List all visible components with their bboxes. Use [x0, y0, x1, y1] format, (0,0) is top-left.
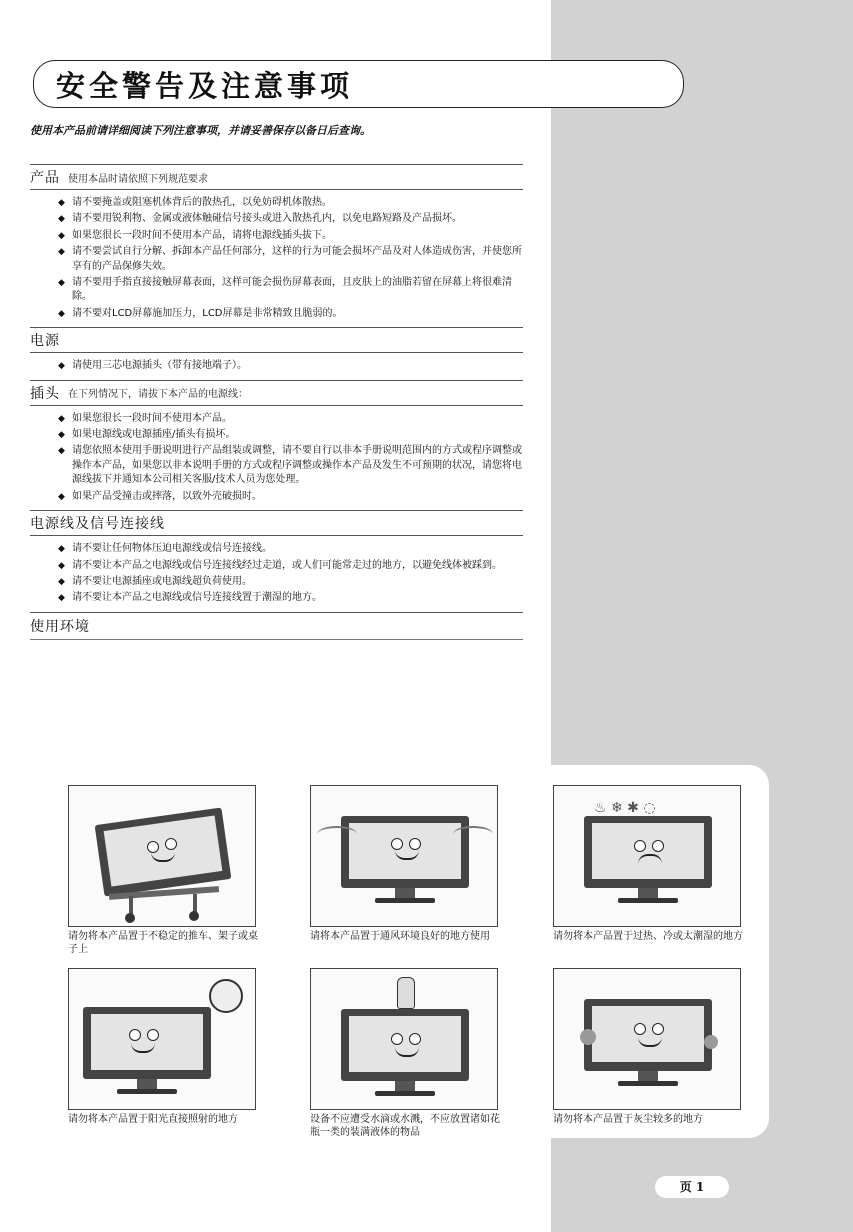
divider [30, 639, 523, 640]
picture-caption: 请勿将本产品置于不稳定的推车、架子或桌子上 [68, 931, 258, 955]
list-item: ◆ 如果电源线或电源插座/插头有损坏。 [58, 428, 523, 442]
picture-caption: 请勿将本产品置于过热、冷或太潮湿的地方 [553, 931, 743, 942]
picture-card [310, 785, 500, 943]
page-subtitle: 使用本产品前请详细阅读下列注意事项，并请妥善保存以备日后查询。 [30, 124, 371, 137]
picture-card [553, 968, 743, 1126]
section-header-environment [30, 612, 523, 639]
section-note: 使用本品时请依照下列规范要求 [68, 173, 208, 185]
section-title: 产品 [30, 170, 60, 186]
hot-cold-humid-tv-illustration-icon: ♨ ❄ ✱ ◌ [553, 785, 741, 927]
list-item: ◆ 请您依照本使用手册说明进行产品组装或调整，请不要自行以非本手册说明范围内的方式或程序调整或操作本产品，如果您以非本说明手册的方式或程序调整或操作本产品及发生不可预期的状况，请您将电源线拔下并通知本公司相关客服/技术人员为您处理。 [58, 444, 523, 487]
picture-card [68, 968, 258, 1126]
power-list [30, 359, 523, 373]
picture-caption: 请勿将本产品置于阳光直接照射的地方 [68, 1114, 238, 1125]
list-item: ◆ 请不要让任何物体压迫电源线或信号连接线。 [58, 542, 523, 556]
list-item: ◆ 请不要让本产品之电源线或信号连接线经过走道，或人们可能常走过的地方，以避免线体被踩到。 [58, 559, 523, 573]
picture-card [68, 785, 258, 956]
list-item: ◆ 请不要掩盖或阻塞机体背后的散热孔，以免妨碍机体散热。 [58, 196, 523, 210]
section-title: 电源线及信号连接线 [30, 516, 165, 533]
picture-caption: 请将本产品置于通风环境良好的地方使用 [310, 931, 490, 942]
plug-list [30, 412, 523, 504]
sunlight-tv-illustration-icon [68, 968, 256, 1110]
cables-list [30, 542, 523, 606]
instructions-content [30, 160, 523, 640]
section-title: 插头 [30, 385, 60, 402]
list-item: ◆ 请不要让电源插座或电源线超负荷使用。 [58, 575, 523, 589]
list-item: ◆ 如果产品受撞击或摔落，以致外壳破损时。 [58, 490, 523, 504]
section-note: 在下列情况下，请拔下本产品的电源线： [68, 389, 248, 401]
product-list [30, 196, 523, 321]
picture-card [310, 968, 500, 1139]
ventilated-tv-illustration-icon [310, 785, 498, 927]
picture-card [553, 785, 743, 943]
section-title: 使用环境 [30, 618, 90, 635]
page-number: 页 1 [655, 1176, 729, 1198]
picture-caption: 请勿将本产品置于灰尘较多的地方 [553, 1114, 703, 1125]
list-item: ◆ 请使用三芯电源插头（带有接地端子）。 [58, 359, 523, 373]
list-item: ◆ 如果您很长一段时间不使用本产品，请将电源线插头拔下。 [58, 229, 523, 243]
list-item: ◆ 请不要让本产品之电源线或信号连接线置于潮湿的地方。 [58, 591, 523, 605]
picture-caption: 设备不应遭受水滴或水溅，不应放置诸如花瓶一类的装满液体的物品 [310, 1114, 500, 1138]
section-header-cables [30, 510, 523, 536]
section-header-product [30, 164, 523, 190]
section-header-power [30, 327, 523, 353]
list-item: ◆ 请不要对LCD屏幕施加压力，LCD屏幕是非常精致且脆弱的。 [58, 307, 523, 321]
page-title: 安全警告及注意事项 [56, 69, 354, 103]
section-header-plug [30, 380, 523, 406]
vase-water-tv-illustration-icon [310, 968, 498, 1110]
section-title: 电源 [30, 333, 60, 350]
unstable-cart-tv-illustration-icon [68, 785, 256, 927]
list-item: ◆ 如果您很长一段时间不使用本产品。 [58, 412, 523, 426]
list-item: ◆ 请不要用手指直接接触屏幕表面，这样可能会损伤屏幕表面，且皮肤上的油脂若留在屏幕上将很难清除。 [58, 276, 523, 305]
list-item: ◆ 请不要用锐利物、金属或液体触碰信号接头或进入散热孔内，以免电路短路及产品损坏。 [58, 212, 523, 226]
dusty-tv-illustration-icon [553, 968, 741, 1110]
list-item: ◆ 请不要尝试自行分解、拆卸本产品任何部分，这样的行为可能会损坏产品及对人体造成伤害，并使您所享有的产品保修失效。 [58, 245, 523, 274]
